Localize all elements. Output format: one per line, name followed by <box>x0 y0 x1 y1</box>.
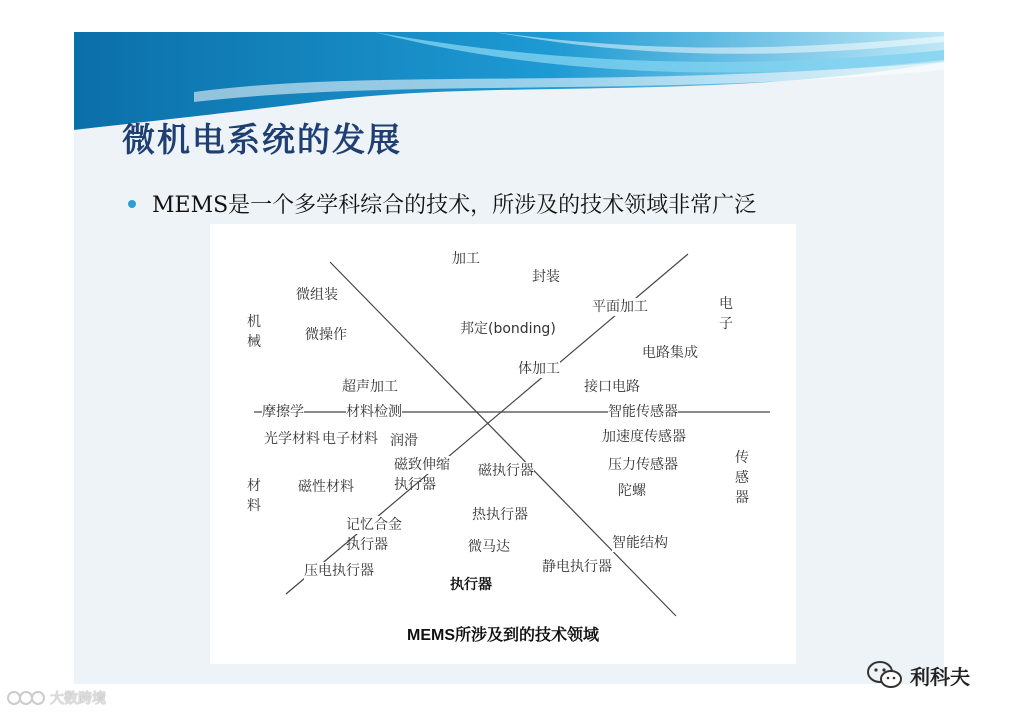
label-guangxuecailiao: 光学材料 <box>264 431 320 447</box>
label-cixingcailiao: 磁性材料 <box>298 479 354 495</box>
mems-fields-figure <box>210 224 796 664</box>
label-weimada: 微马达 <box>468 539 510 555</box>
label-runhua: 润滑 <box>390 433 418 449</box>
label-jixie: 机械 <box>247 314 261 350</box>
label-mocaxue: 摩擦学 <box>262 404 304 420</box>
label-cizhishensuo: 磁致伸缩 <box>394 457 450 473</box>
label-yalichuanganqi: 压力传感器 <box>608 457 678 473</box>
bullet-dot-icon <box>128 200 136 208</box>
label-pingmianjiagong: 平面加工 <box>592 299 648 315</box>
label-weizuzhuang: 微组装 <box>296 287 338 303</box>
label-cailiaojiance: 材料检测 <box>346 404 402 420</box>
label-jiekoudianlu: 接口电路 <box>584 379 640 395</box>
source-logo-icon <box>6 688 46 708</box>
bullet-item <box>128 188 756 219</box>
label-dianlujicheng: 电路集成 <box>642 345 698 361</box>
label-jiyihejin: 记忆合金 <box>346 517 402 533</box>
figure-caption: MEMS所涉及到的技术领域 <box>406 627 599 644</box>
label-tuoluo: 陀螺 <box>618 483 646 499</box>
label-cailiao: 材料 <box>247 478 261 514</box>
source-watermark-text: 大数跨境 <box>50 691 106 707</box>
label-bangding: 邦定(bonding) <box>460 321 556 337</box>
label-zhixingqi: 执行器 <box>450 577 492 593</box>
label-rezhixingqi: 热执行器 <box>472 507 528 523</box>
wechat-account-name: 利科夫 <box>910 664 970 689</box>
bullet-text: MEMS是一个多学科综合的技术，所涉及的技术领域非常广泛 <box>152 193 757 218</box>
label-zhinengjiegou: 智能结构 <box>612 535 668 551</box>
label-jiagong: 加工 <box>452 251 480 267</box>
label-dianzi: 电子 <box>719 296 733 332</box>
label-cizhixingqi: 磁执行器 <box>478 463 534 479</box>
slide <box>74 32 944 684</box>
label-jiyi-zhixingqi: 执行器 <box>346 537 388 553</box>
label-yadianzhixingqi: 压电执行器 <box>304 563 374 579</box>
label-chaoshengjiagong: 超声加工 <box>342 379 398 395</box>
label-tijiagong: 体加工 <box>518 361 560 377</box>
slide-title: 微机电系统的发展 <box>122 120 402 159</box>
label-jingdianzhixingqi: 静电执行器 <box>542 559 612 575</box>
wechat-icon <box>866 660 904 690</box>
label-jiasuduchuanganqi: 加速度传感器 <box>602 429 686 445</box>
label-weicaozuo: 微操作 <box>305 327 347 343</box>
label-zhinengchuanganqi: 智能传感器 <box>608 404 678 420</box>
wechat-watermark <box>866 660 970 690</box>
label-dianzicailiao: 电子材料 <box>322 431 378 447</box>
label-chuanganqi: 传感器 <box>735 450 749 506</box>
source-watermark <box>6 688 106 708</box>
label-fengzhuang: 封装 <box>532 269 560 285</box>
label-cizhi-zhixingqi: 执行器 <box>394 477 436 493</box>
